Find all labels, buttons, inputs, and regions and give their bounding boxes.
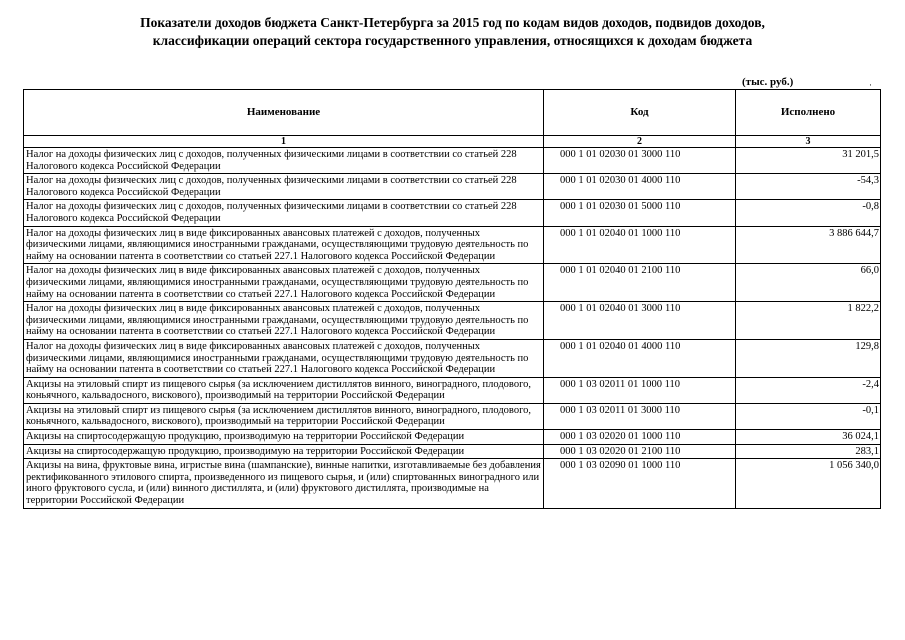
row-value: 129,8 bbox=[736, 339, 881, 377]
row-code: 000 1 01 02040 01 4000 110 bbox=[544, 339, 736, 377]
row-name: Акцизы на спиртосодержащую продукцию, производимую на территории Российской Федерации bbox=[24, 444, 544, 459]
row-value: -2,4 bbox=[736, 377, 881, 403]
column-number-1: 1 bbox=[24, 136, 544, 148]
table-row bbox=[24, 200, 881, 226]
column-number-3: 3 bbox=[736, 136, 881, 148]
row-code: 000 1 03 02011 01 1000 110 bbox=[544, 377, 736, 403]
row-name: Налог на доходы физических лиц в виде фиксированных авансовых платежей с доходов, полученных физическими лицами, являющимися иностранными гражданами, осуществляющими трудовую деятельность по найму на основании патента в соответствии со статьей 227.1 Налогового кодекса Российской Федерации bbox=[24, 264, 544, 302]
row-value: 31 201,5 bbox=[736, 148, 881, 174]
row-value: 3 886 644,7 bbox=[736, 226, 881, 264]
row-name: Налог на доходы физических лиц с доходов, полученных физическими лицами в соответствии со статьей 228 Налогового кодекса Российской Федерации bbox=[24, 148, 544, 174]
row-code: 000 1 03 02020 01 2100 110 bbox=[544, 444, 736, 459]
row-code: 000 1 01 02040 01 3000 110 bbox=[544, 302, 736, 340]
table-row bbox=[24, 264, 881, 302]
row-name: Налог на доходы физических лиц в виде фиксированных авансовых платежей с доходов, полученных физическими лицами, являющимися иностранными гражданами, осуществляющими трудовую деятельность по найму на основании патента в соответствии со статьей 227.1 Налогового кодекса Российской Федерации bbox=[24, 226, 544, 264]
table-row bbox=[24, 430, 881, 445]
row-name: Акцизы на спиртосодержащую продукцию, производимую на территории Российской Федерации bbox=[24, 430, 544, 445]
row-code: 000 1 01 02040 01 1000 110 bbox=[544, 226, 736, 264]
row-value: -0,8 bbox=[736, 200, 881, 226]
header-name: Наименование bbox=[24, 90, 544, 136]
table-row bbox=[24, 174, 881, 200]
row-value: 66,0 bbox=[736, 264, 881, 302]
row-value: 1 056 340,0 bbox=[736, 459, 881, 508]
table-row bbox=[24, 226, 881, 264]
column-number-2: 2 bbox=[544, 136, 736, 148]
table-row bbox=[24, 403, 881, 429]
row-value: 283,1 bbox=[736, 444, 881, 459]
report-title bbox=[20, 14, 885, 50]
row-code: 000 1 03 02011 01 3000 110 bbox=[544, 403, 736, 429]
header-executed: Исполнено bbox=[736, 90, 881, 136]
row-name: Налог на доходы физических лиц с доходов, полученных физическими лицами в соответствии со статьей 228 Налогового кодекса Российской Федерации bbox=[24, 174, 544, 200]
row-code: 000 1 01 02030 01 3000 110 bbox=[544, 148, 736, 174]
table-row bbox=[24, 377, 881, 403]
row-value: 1 822,2 bbox=[736, 302, 881, 340]
row-code: 000 1 01 02030 01 4000 110 bbox=[544, 174, 736, 200]
row-name: Налог на доходы физических лиц в виде фиксированных авансовых платежей с доходов, полученных физическими лицами, являющимися иностранными гражданами, осуществляющими трудовую деятельность по найму на основании патента в соответствии со статьей 227.1 Налогового кодекса Российской Федерации bbox=[24, 339, 544, 377]
table-header-row bbox=[24, 90, 881, 136]
table-row bbox=[24, 302, 881, 340]
row-value: 36 024,1 bbox=[736, 430, 881, 445]
row-name: Акцизы на этиловый спирт из пищевого сырья (за исключением дистиллятов винного, виноградного, плодового, коньячного, кальвадосного, вискового), производимый на территории Российской Федерации bbox=[24, 403, 544, 429]
report-title-line-2: классификации операций сектора государственного управления, относящихся к доходам бюджета bbox=[152, 33, 753, 48]
row-value: -54,3 bbox=[736, 174, 881, 200]
row-value: -0,1 bbox=[736, 403, 881, 429]
row-name: Налог на доходы физических лиц с доходов, полученных физическими лицами в соответствии со статьей 228 Налогового кодекса Российской Федерации bbox=[24, 200, 544, 226]
report-title-line-1: Показатели доходов бюджета Санкт-Петербурга за 2015 год по кодам видов доходов, подвидов доходов, bbox=[140, 15, 765, 30]
row-code: 000 1 03 02020 01 1000 110 bbox=[544, 430, 736, 445]
header-code: Код bbox=[544, 90, 736, 136]
corner-mark: · bbox=[869, 80, 872, 90]
row-code: 000 1 01 02040 01 2100 110 bbox=[544, 264, 736, 302]
row-name: Акцизы на вина, фруктовые вина, игристые вина (шампанские), винные напитки, изготавливаемые без добавления ректификованного этилового спирта, произведенного из пищевого сырья, и (или) спиртованных виноградного или иного фруктового сусла, и (или) винного дистиллята, и (или) фруктового дистиллята, производимые на территории Российской Федерации bbox=[24, 459, 544, 508]
table-row bbox=[24, 459, 881, 508]
table-row bbox=[24, 339, 881, 377]
row-name: Налог на доходы физических лиц в виде фиксированных авансовых платежей с доходов, полученных физическими лицами, являющимися иностранными гражданами, осуществляющими трудовую деятельность по найму на основании патента в соответствии со статьей 227.1 Налогового кодекса Российской Федерации bbox=[24, 302, 544, 340]
row-code: 000 1 01 02030 01 5000 110 bbox=[544, 200, 736, 226]
table-row bbox=[24, 444, 881, 459]
revenue-table bbox=[23, 89, 881, 509]
row-name: Акцизы на этиловый спирт из пищевого сырья (за исключением дистиллятов винного, виноградного, плодового, коньячного, кальвадосного, вискового), производимый на территории Российской Федерации bbox=[24, 377, 544, 403]
unit-label: (тыс. руб.) bbox=[742, 76, 794, 88]
table-row bbox=[24, 148, 881, 174]
row-code: 000 1 03 02090 01 1000 110 bbox=[544, 459, 736, 508]
column-number-row bbox=[24, 136, 881, 148]
